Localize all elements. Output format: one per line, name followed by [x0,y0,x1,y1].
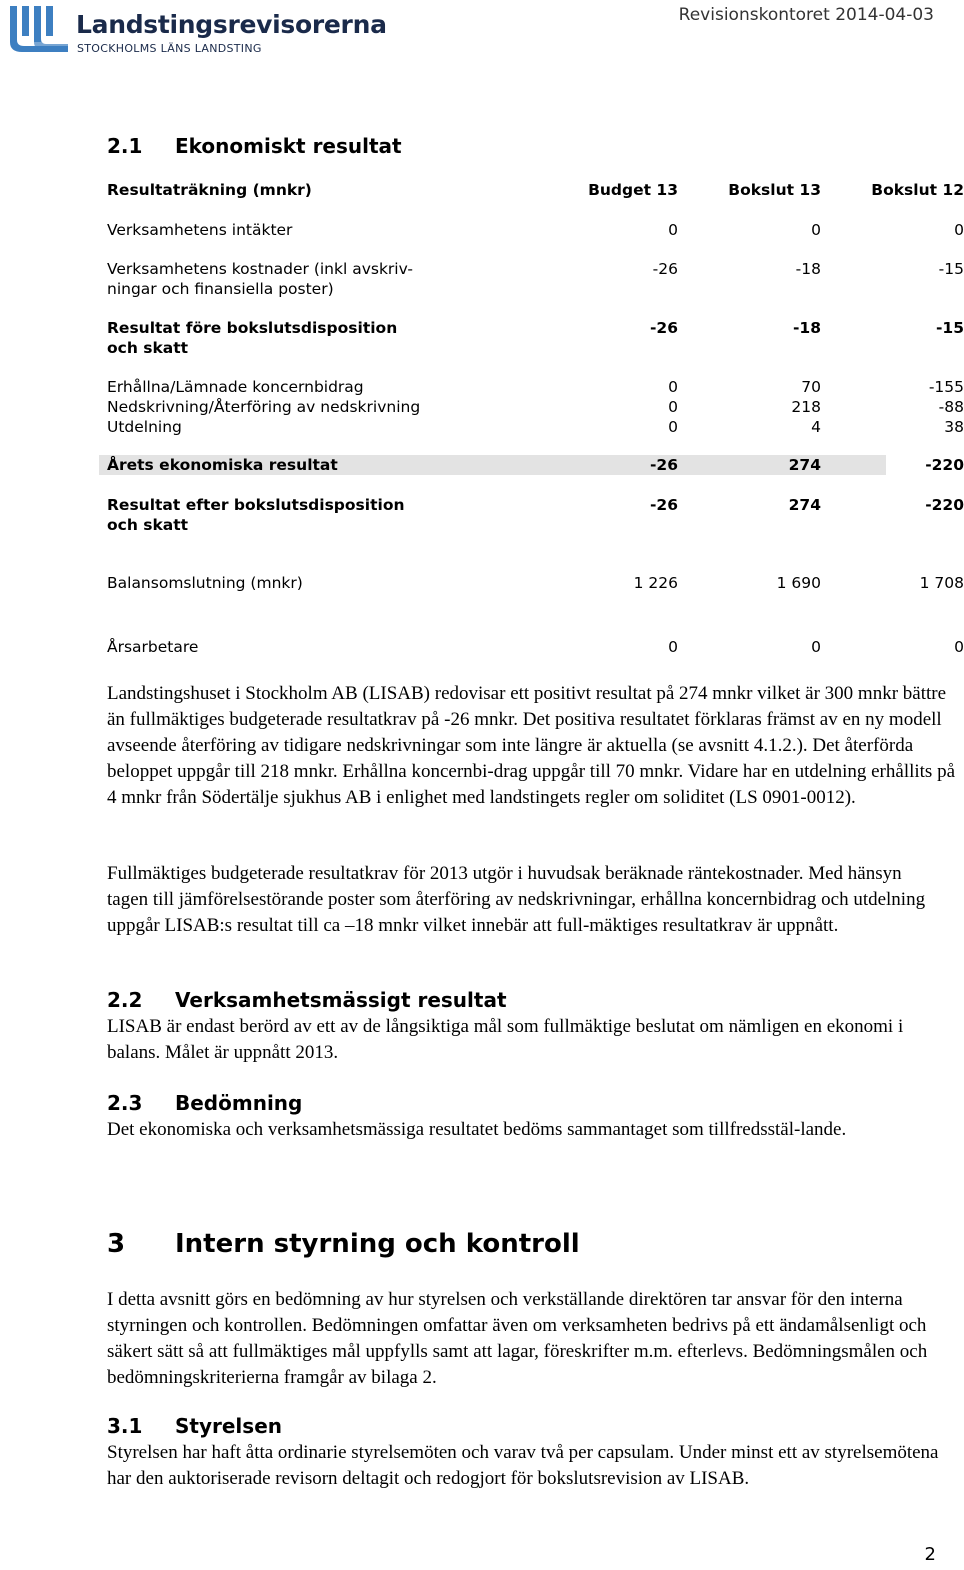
cell-budget13: 0 [668,221,678,239]
section-title: Styrelsen [175,1414,282,1438]
paragraph-2-2: LISAB är endast berörd av ett av de långsiktiga mål som fullmäktige beslutat om nämligen en ekonomi i balans. Målet är uppnått 2013. [107,1016,904,1063]
section-heading-3 [107,1229,580,1259]
cell-bokslut13: 1 690 [776,574,821,592]
cell-bokslut13: -18 [792,319,821,337]
cell-budget13: -26 [652,260,678,278]
row-label-line2: och skatt [107,339,189,357]
cell-bokslut12: -220 [925,496,964,514]
cell-bokslut13: 0 [811,221,821,239]
cell-bokslut13: 0 [811,638,821,656]
section-title: Bedömning [175,1091,303,1115]
paragraph-result-requirement: Fullmäktiges budgeterade resultatkrav för 2013 utgör i huvudsak beräknade räntekostnader. Med hänsyn tagen till jämförelsestörande poster som återföring av nedskrivningar, erhållna koncernbidrag och utdelning uppgår LISAB:s resultat till ca –18 mnkr vilket innebär att full-mäktiges resultatkrav är uppnått. [107,863,926,936]
cell-bokslut13: 274 [788,496,821,514]
row-label: Erhållna/Lämnade koncernbidrag [107,378,364,396]
landstingsrevisorerna-logo-icon [8,4,70,56]
section-number: 2.1 [107,134,143,158]
table-row [107,495,964,535]
cell-bokslut13: 274 [788,456,821,474]
header-date: Revisionskontoret 2014-04-03 [678,5,934,25]
row-label [107,495,447,535]
table-row-highlighted [99,455,964,475]
table-header-bokslut13: Bokslut 13 [728,181,821,199]
section-number: 3.1 [107,1414,143,1438]
cell-bokslut12: -15 [935,319,964,337]
section-heading-2-2 [107,988,507,1012]
row-label-line1: Verksamhetens kostnader (inkl avskriv- [107,260,413,278]
paragraph-2-3: Det ekonomiska och verksamhetsmässiga resultatet bedöms sammantaget som tillfredsstäl-lande. [107,1119,847,1140]
cell-budget13: -26 [649,319,678,337]
logo-title: Landstingsrevisorerna [76,10,387,39]
paragraph-result-summary: Landstingshuset i Stockholm AB (LISAB) redovisar ett positivt resultat på 274 mnkr vilket är 300 mnkr bättre än fullmäktiges budgeterade resultatkrav på -26 mnkr. Det positiva resultatet förklaras främst av en ny modell avseende återföring av tidigare nedskrivningar som inte längre är aktuella (se avsnitt 4.1.2.). Det återförda beloppet uppgår till 218 mnkr. Erhållna koncernbi-drag uppgår till 70 mnkr. Vidare har en utdelning erhållits på 4 mnkr från Södertälje sjukhus AB i enlighet med landstingets regler om soliditet (LS 0901-0012). [107,683,956,808]
row-label: Utdelning [107,418,182,436]
cell-bokslut12: 38 [944,418,964,436]
table-header-bokslut12: Bokslut 12 [871,181,964,199]
cell-bokslut13: 70 [801,378,821,396]
cell-budget13: 0 [668,418,678,436]
section-title: Ekonomiskt resultat [175,134,402,158]
page-number: 2 [924,1544,936,1565]
row-label-line2: ningar och finansiella poster) [107,280,334,298]
cell-bokslut13: 4 [811,418,821,436]
cell-bokslut12: -155 [928,378,964,396]
cell-budget13: 0 [668,378,678,396]
section-number: 3 [107,1229,126,1259]
row-label-line2: och skatt [107,516,189,534]
row-label: Årsarbetare [107,638,199,656]
section-number: 2.3 [107,1091,143,1115]
section-number: 2.2 [107,988,143,1012]
cell-bokslut12: 0 [954,221,964,239]
cell-bokslut12: -88 [938,398,964,416]
row-label [107,259,447,299]
cell-bokslut13: 218 [791,398,821,416]
row-label [107,318,447,358]
row-label-line1: Resultat efter bokslutsdisposition [107,496,405,514]
table-header-label: Resultaträkning (mnkr) [107,181,312,199]
cell-budget13: -26 [649,496,678,514]
row-label: Verksamhetens intäkter [107,221,293,239]
cell-bokslut12: -15 [938,260,964,278]
section-title: Verksamhetsmässigt resultat [175,988,507,1012]
section-heading-3-1 [107,1414,282,1438]
table-row [107,259,964,299]
logo-subtitle: STOCKHOLMS LÄNS LANDSTING [77,42,262,55]
section-heading-2-3 [107,1091,302,1115]
row-label-line1: Resultat före bokslutsdisposition [107,319,398,337]
table-row [107,318,964,358]
paragraph-3: I detta avsnitt görs en bedömning av hur styrelsen och verkställande direktören tar ansvar för den interna styrningen och kontrollen. Bedömningen omfattar även om verksamheten bedrivs på ett ändamålsenligt och säkert sätt så att fullmäktiges mål uppfylls samt att lagar, föreskrifter m.m. efterlevs. Bedömningsmålen och bedömningskriterierna framgår av bilaga 2. [107,1289,928,1388]
cell-bokslut12: -220 [925,456,964,474]
logo [8,4,387,56]
paragraph-3-1: Styrelsen har haft åtta ordinarie styrelsemöten och varav två per capsulam. Under minst ett av styrelsemötena har den auktoriserade revisorn deltagit och redogjort för bokslutsrevision av LISAB. [107,1442,939,1489]
row-label: Nedskrivning/Återföring av nedskrivning [107,398,421,416]
cell-budget13: 1 226 [633,574,678,592]
section-title: Intern styrning och kontroll [175,1229,580,1259]
cell-bokslut13: -18 [795,260,821,278]
row-label: Balansomslutning (mnkr) [107,574,303,592]
section-heading-2-1 [107,134,402,158]
cell-budget13: 0 [668,638,678,656]
cell-budget13: -26 [649,456,678,474]
cell-bokslut12: 1 708 [919,574,964,592]
row-label: Årets ekonomiska resultat [107,456,338,474]
cell-budget13: 0 [668,398,678,416]
table-header-budget13: Budget 13 [588,181,678,199]
cell-bokslut12: 0 [954,638,964,656]
